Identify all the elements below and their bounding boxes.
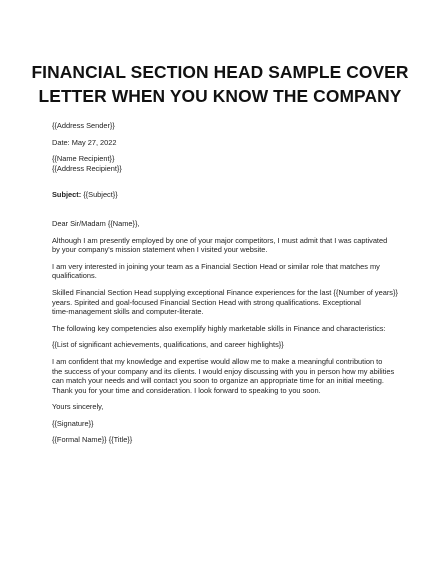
paragraph-line: by your company's mission statement when I visited your website.: [52, 245, 268, 255]
paragraph-line: can match your needs and will contact you soon to organize an appropriate time for an initial meeting.: [52, 376, 384, 386]
paragraph-line: time-management skills and computer-literate.: [52, 307, 204, 317]
closing: Yours sincerely,: [52, 402, 104, 412]
title-line-1: FINANCIAL SECTION HEAD SAMPLE COVER: [31, 62, 409, 82]
paragraph-5: [52, 340, 392, 350]
paragraph-line: The following key competencies also exemplify highly marketable skills in Finance and characteristics:: [52, 323, 386, 333]
subject-label: Subject:: [52, 190, 82, 200]
paragraph-3: [52, 287, 398, 317]
paragraph-2: [52, 262, 392, 281]
paragraph-line: qualifications.: [52, 271, 97, 281]
paragraph-line: Although I am presently employed by one of your major competitors, I must admit that I was captivated: [52, 235, 388, 245]
paragraph-1: [52, 236, 392, 255]
subject-value: {{Subject}}: [81, 190, 118, 200]
address-sender: {{Address Sender}}: [52, 121, 115, 130]
letter-date: Date: May 27, 2022: [52, 137, 117, 147]
paragraph-line: the success of your company and its clients. I would enjoy discussing with you in person how my abilities: [52, 366, 395, 376]
subject-line: [52, 190, 392, 200]
page-title: [20, 60, 420, 108]
signature: {{Signature}}: [52, 418, 94, 428]
address-recipient: {{Address Recipient}}: [52, 163, 122, 173]
salutation: Dear Sir/Madam {{Name}},: [52, 218, 140, 228]
letter-body: [52, 121, 398, 445]
paragraph-line: years. Spirited and goal-focused Financial Section Head with strong qualifications. Exceptional: [52, 297, 361, 307]
paragraph-6: [52, 356, 395, 395]
paragraph-line: I am very interested in joining your team as a Financial Section Head or similar role that matches my: [52, 261, 380, 271]
paragraph-line: I am confident that my knowledge and expertise would allow me to make a meaningful contribution to: [52, 356, 383, 366]
paragraph-4: [52, 324, 392, 334]
formal-name: {{Formal Name}} {{Title}}: [52, 435, 133, 445]
paragraph-line: Thank you for your time and consideration. I look forward to speaking to you soon.: [52, 385, 321, 395]
title-line-2: LETTER WHEN YOU KNOW THE COMPANY: [38, 86, 402, 106]
paragraph-line: {{List of significant achievements, qualifications, and career highlights}}: [52, 340, 284, 350]
name-recipient: {{Name Recipient}}: [52, 154, 115, 164]
paragraph-line: Skilled Financial Section Head supplying exceptional Finance experiences for the last {{Number of years}}: [52, 287, 398, 297]
